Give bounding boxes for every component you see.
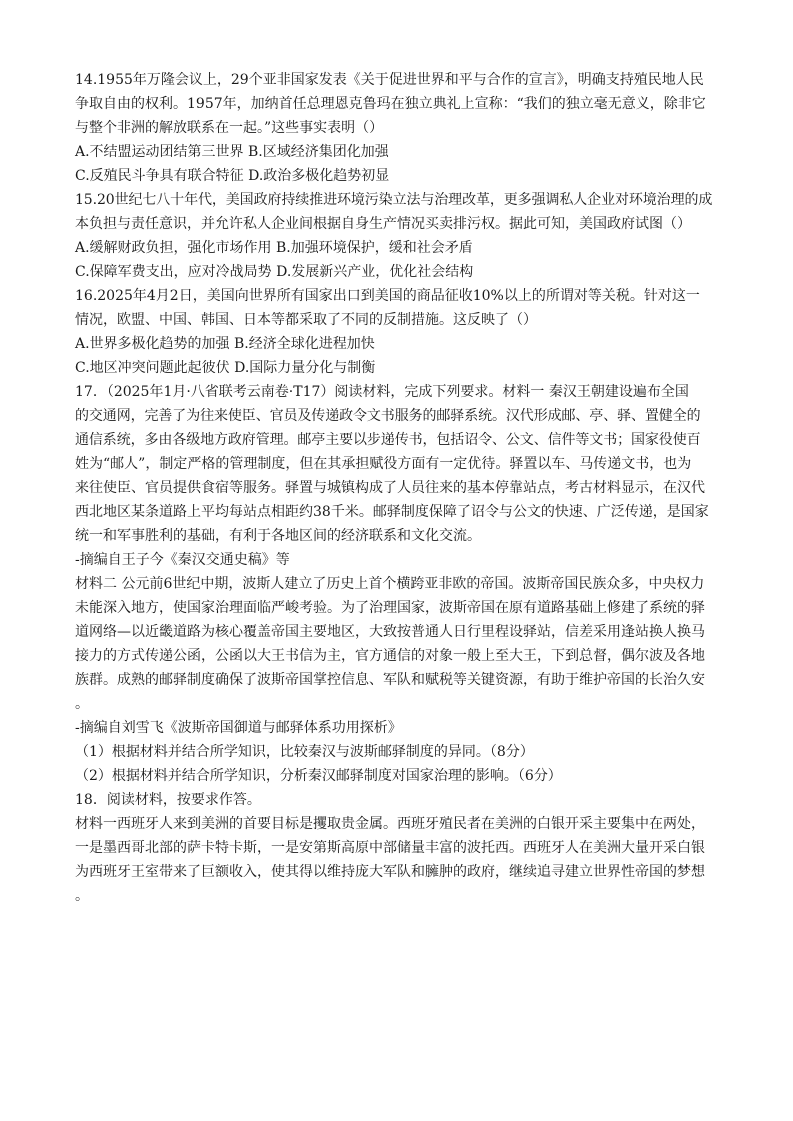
material-2-line-1: 材料二 公元前6世纪中期，波斯人建立了历史上首个横跨亚非欧的帝国。波斯帝国民族众多，中央权力 xyxy=(75,576,705,592)
question-14-line-2: 争取自由的权利。1957年，加纳首任总理恩克鲁玛在独立典礼上宣称：“我们的独立毫无意义，除非它 xyxy=(75,96,706,112)
material-2-line-3: 道网络—以近畿道路为核心覆盖帝国主要地区，大致按普通人日行里程设驿站，信差采用逢站换人换马 xyxy=(75,624,705,640)
question-17-sub-2: （2）根据材料并结合所学知识，分析秦汉邮驿制度对国家治理的影响。（6分） xyxy=(75,768,562,784)
question-16-line-2: 情况，欧盟、中国、韩国、日本等都采取了不同的反制措施。这反映了（） xyxy=(75,312,537,328)
question-17-line-6: 西北地区某条道路上平均每站点相距约38千米。邮驿制度保障了诏令与公文的快速、广泛传递，是国家 xyxy=(75,504,709,520)
question-14-line-3: 与整个非洲的解放联系在一起。”这些事实表明（） xyxy=(75,120,384,136)
question-18-line-3: 为西班牙王室带来了巨额收入，使其得以维持庞大军队和臃肿的政府，继续追寻建立世界性帝国的梦想 xyxy=(75,864,705,880)
question-17-line-4: 姓为“邮人”，制定严格的管理制度，但在其承担赋役方面有一定优待。驿置以车、马传递文书，也为 xyxy=(75,456,692,472)
question-15-line-2: 本负担与责任意识，并允许私人企业间根据自身生产情况买卖排污权。据此可知，美国政府试图（） xyxy=(75,216,691,232)
question-16-options-ab: A.世界多极化趋势的加强 B.经济全球化进程加快 xyxy=(75,336,375,352)
material-2-line-6: 。 xyxy=(75,696,89,712)
question-15-line-1: 15.20世纪七八十年代，美国政府持续推进环境污染立法与治理改革，更多强调私人企业对环境治理的成 xyxy=(75,192,713,208)
question-17-line-3: 通信系统，多由各级地方政府管理。邮亭主要以步递传书，包括诏令、公文、信件等文书；国家役使百 xyxy=(75,432,701,448)
question-17-line-1: 17．（2025年1月·八省联考云南卷·T17）阅读材料，完成下列要求。材料一 秦汉王朝建设遍布全国 xyxy=(75,384,689,400)
question-14-options-cd: C.反殖民斗争具有联合特征 D.政治多极化趋势初显 xyxy=(75,168,390,184)
question-16-line-1: 16.2025年4月2日，美国向世界所有国家出口到美国的商品征收10%以上的所谓对等关税。针对这一 xyxy=(75,288,700,304)
question-14-options-ab: A.不结盟运动团结第三世界 B.区域经济集团化加强 xyxy=(75,144,389,160)
document-page xyxy=(75,68,723,908)
material-2-line-5: 族群。成熟的邮驿制度确保了波斯帝国掌控信息、军队和赋税等关键资源，有助于维护帝国的长治久安 xyxy=(75,672,705,688)
question-17-line-5: 来往使臣、官员提供食宿等服务。驿置与城镇构成了人员往来的基本停靠站点，考古材料显示，在汉代 xyxy=(75,480,705,496)
material-2-source: -摘编自刘雪飞《波斯帝国御道与邮驿体系功用探析》 xyxy=(75,720,402,736)
question-15-options-cd: C.保障军费支出，应对冷战局势 D.发展新兴产业，优化社会结构 xyxy=(75,264,474,280)
question-18-line-2: 一是墨西哥北部的萨卡特卡斯，一是安第斯高原中部储量丰富的波托西。西班牙人在美洲大量开采白银 xyxy=(75,840,705,856)
material-1-source: -摘编自王子今《秦汉交通史稿》等 xyxy=(75,552,290,568)
question-18-line-1: 材料一西班牙人来到美洲的首要目标是攫取贵金属。西班牙殖民者在美洲的白银开采主要集中在两处， xyxy=(75,816,705,832)
question-15-options-ab: A.缓解财政负担，强化市场作用 B.加强环境保护，缓和社会矛盾 xyxy=(75,240,473,256)
question-17-line-7: 统一和军事胜利的基础，有利于各地区间的经济联系和文化交流。 xyxy=(75,528,481,544)
question-18-line-4: 。 xyxy=(75,888,89,904)
question-16-options-cd: C.地区冲突问题此起彼伏 D.国际力量分化与制衡 xyxy=(75,360,376,376)
material-2-line-4: 接力的方式传递公函，公函以大王书信为主，官方通信的对象一般上至大王，下到总督，偶尔波及各地 xyxy=(75,648,705,664)
question-17-sub-1: （1）根据材料并结合所学知识，比较秦汉与波斯邮驿制度的异同。（8分） xyxy=(75,744,534,760)
question-14-line-1: 14.1955年万隆会议上，29个亚非国家发表《关于促进世界和平与合作的宣言》，明确支持殖民地人民 xyxy=(75,72,704,88)
question-18-heading: 18．阅读材料，按要求作答。 xyxy=(75,792,261,808)
material-2-line-2: 未能深入地方，使国家治理面临严峻考验。为了治理国家，波斯帝国在原有道路基础上修建了系统的驿 xyxy=(75,600,705,616)
question-17-line-2: 的交通网，完善了为往来使臣、官员及传递政令文书服务的邮驿系统。汉代形成邮、亭、驿、置健全的 xyxy=(75,408,701,424)
